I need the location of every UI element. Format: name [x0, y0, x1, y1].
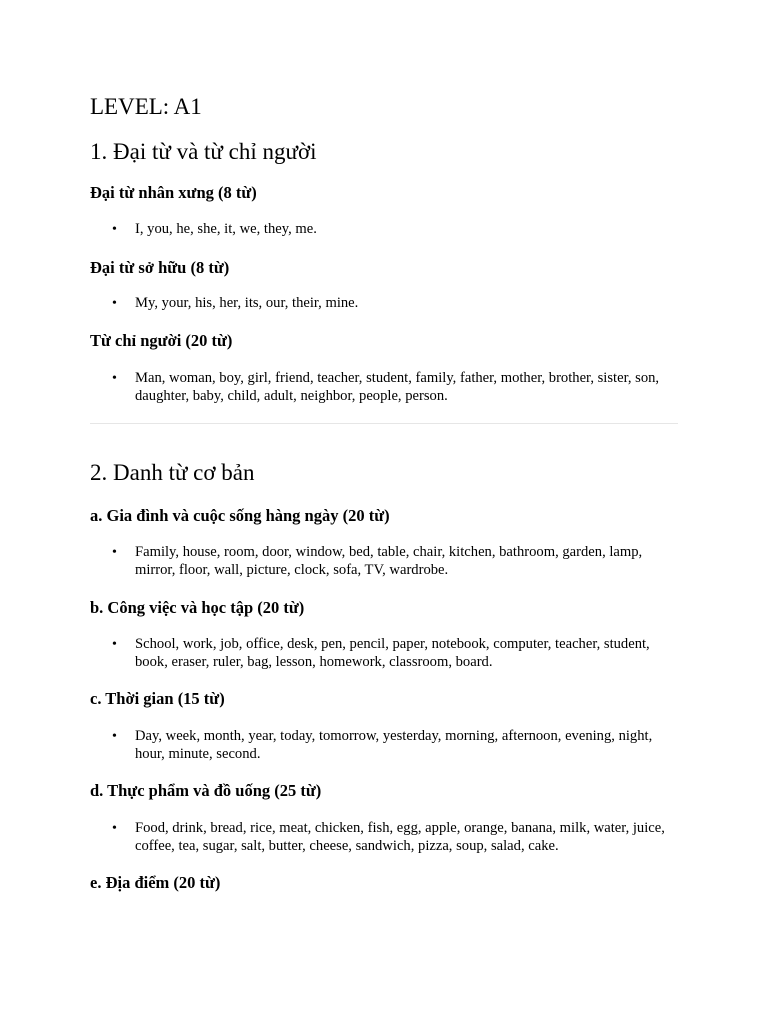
bullet-icon: • — [112, 729, 117, 744]
subheading-time: c. Thời gian (15 từ) — [90, 689, 225, 708]
list-item-text: Family, house, room, door, window, bed, table, chair, kitchen, bathroom, garden, lamp, mirror, floor, wall, picture, clock, sofa, TV, wardrobe. — [135, 544, 643, 578]
subheading-family-daily-life: a. Gia đình và cuộc sống hàng ngày (20 từ) — [90, 506, 390, 525]
section-title-basic-nouns: 2. Danh từ cơ bản — [90, 460, 255, 485]
list-item — [90, 295, 678, 313]
bullet-list — [90, 636, 678, 671]
bullet-icon: • — [112, 222, 117, 237]
bullet-list — [90, 370, 678, 405]
subheading-possessive-pronouns: Đại từ sở hữu (8 từ) — [90, 258, 230, 277]
list-item — [90, 544, 678, 579]
bullet-icon: • — [112, 821, 117, 836]
list-item-text: School, work, job, office, desk, pen, pencil, paper, notebook, computer, teacher, student, book, eraser, ruler, bag, lesson, homework, classroom, board. — [135, 636, 650, 670]
subheading-places: e. Địa điểm (20 từ) — [90, 873, 221, 892]
bullet-list — [90, 295, 678, 313]
bullet-icon: • — [112, 545, 117, 560]
subheading-food-drink: d. Thực phẩm và đồ uống (25 từ) — [90, 781, 322, 800]
list-item — [90, 370, 678, 405]
bullet-icon: • — [112, 371, 117, 386]
section-divider — [90, 423, 678, 424]
list-item — [90, 728, 678, 763]
bullet-list — [90, 544, 678, 579]
list-item — [90, 636, 678, 671]
bullet-icon: • — [112, 296, 117, 311]
subheading-people-words: Từ chỉ người (20 từ) — [90, 331, 233, 350]
bullet-list — [90, 728, 678, 763]
list-item-text: I, you, he, she, it, we, they, me. — [135, 221, 317, 237]
subheading-personal-pronouns: Đại từ nhân xưng (8 từ) — [90, 183, 257, 202]
list-item — [90, 820, 678, 855]
subheading-work-study: b. Công việc và học tập (20 từ) — [90, 598, 305, 617]
bullet-list — [90, 221, 678, 239]
list-item-text: Day, week, month, year, today, tomorrow, yesterday, morning, afternoon, evening, night, hour, minute, second. — [135, 728, 653, 762]
list-item-text: Food, drink, bread, rice, meat, chicken, fish, egg, apple, orange, banana, milk, water, juice, coffee, tea, sugar, salt, butter, cheese, sandwich, pizza, soup, salad, cake. — [135, 820, 665, 854]
section-title-pronouns: 1. Đại từ và từ chỉ người — [90, 139, 317, 164]
bullet-list — [90, 820, 678, 855]
list-item — [90, 221, 678, 239]
list-item-text: My, your, his, her, its, our, their, mine. — [135, 295, 359, 311]
bullet-icon: • — [112, 637, 117, 652]
level-title: LEVEL: A1 — [90, 94, 202, 119]
list-item-text: Man, woman, boy, girl, friend, teacher, student, family, father, mother, brother, sister, son, daughter, baby, child, adult, neighbor, people, person. — [135, 370, 660, 404]
